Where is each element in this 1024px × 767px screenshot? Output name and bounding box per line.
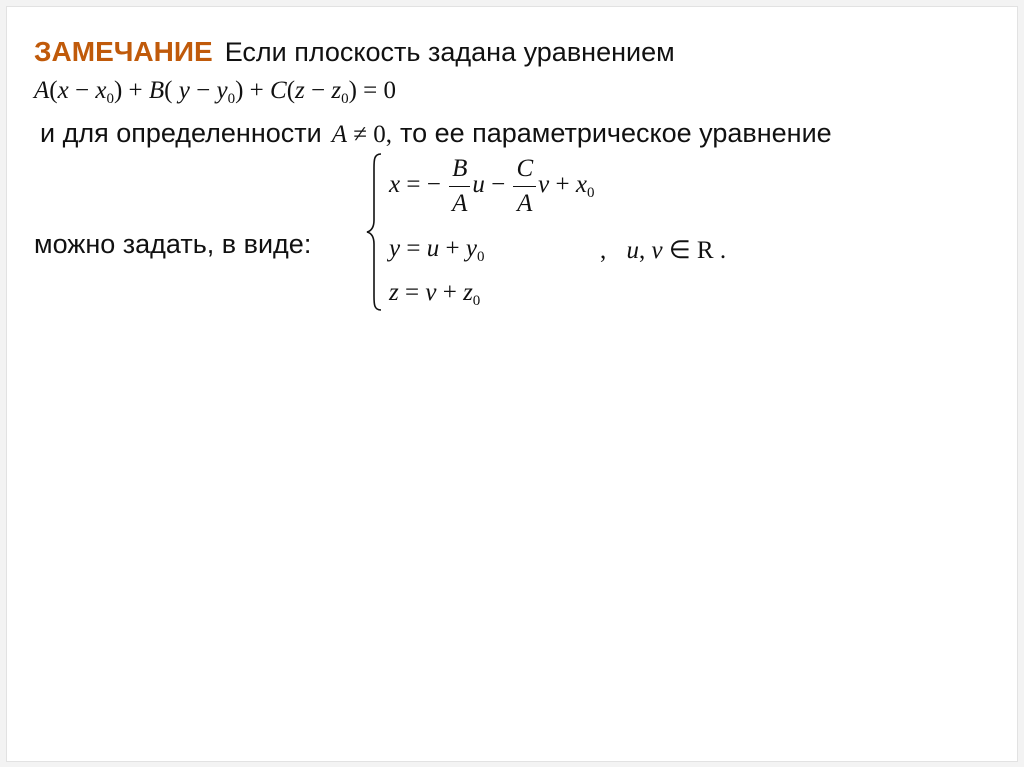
fraction-b-over-a: $\frac{B}{A}$ [449, 152, 470, 221]
line2-after: то ее параметрическое уравнение [400, 118, 832, 148]
plane-equation: $A(x - x_0) + B$( $y - y_0) + C(z - z_0) = 0$ [34, 77, 397, 107]
line2-before: и для определенности [40, 118, 322, 148]
system-eq3: $z = v + z_0$ [389, 279, 481, 309]
params: , u, v ∈ R . [600, 237, 727, 264]
system-eq1: x = − $\frac{B}{A}$ u − $\frac{C}{A}$ $v + x_0$ [389, 152, 594, 221]
left-brace-icon [365, 152, 385, 312]
system-eq2: $y = u + y_0$ [389, 235, 485, 265]
form-line: можно задать, в виде: [34, 229, 312, 259]
title-text: Если плоскость задана уравнением [224, 37, 675, 67]
note-label: ЗАМЕЧАНИЕ [34, 36, 213, 67]
title-line [34, 36, 675, 68]
definiteness-line [40, 118, 832, 149]
condition: A ≠ 0, [331, 121, 392, 148]
fraction-c-over-a: $\frac{C}{A}$ [513, 152, 536, 221]
